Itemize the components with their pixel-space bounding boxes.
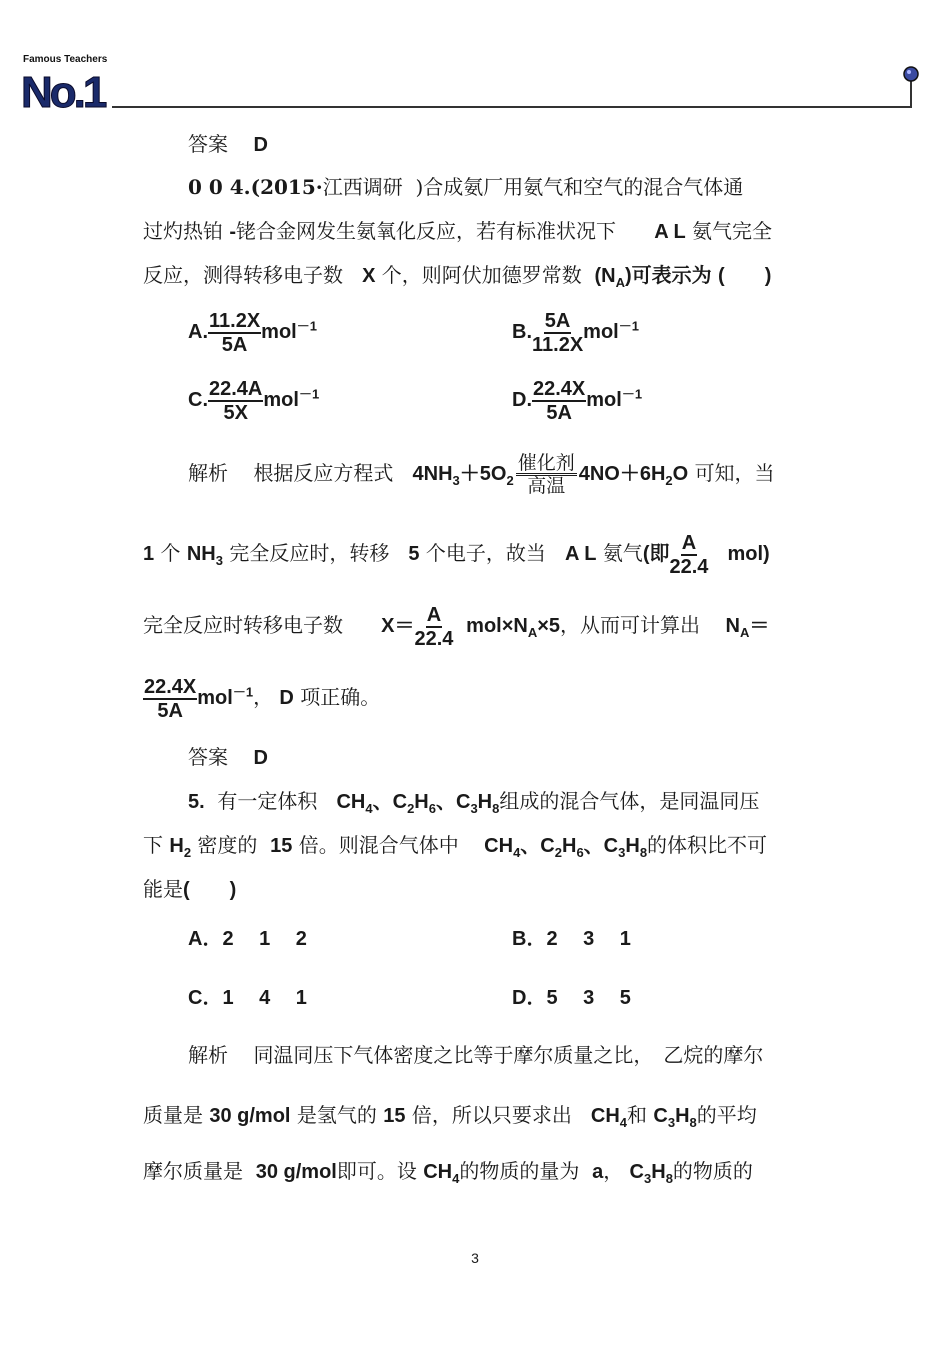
q5-analysis-line3: 摩尔质量是 30 g/mol即可。设 $CH_4$的物质的量为 a， $C_3H_8$的物质的 bbox=[143, 1159, 753, 1186]
q4-option-d: D. $\frac{22.4X}{5A}$ mol$^{-1}$ bbox=[512, 377, 643, 424]
logo-small-text: Famous Teachers bbox=[23, 54, 108, 65]
q5-option-c: C．1 4 1 bbox=[188, 987, 307, 1009]
logo-big-text: No.1 bbox=[21, 68, 105, 110]
q4-stem-line3: 反应，测得转移电子数 X 个，则阿伏加德罗常数 $(N_A)$可表示为 ( ) bbox=[143, 263, 772, 290]
q4-answer: 答案 D bbox=[188, 745, 268, 769]
reaction-condition: 催化剂 高温 bbox=[517, 452, 575, 497]
q4-analysis-line1: 解析 根据反应方程式 $4NH_3+5O_2$ 催化剂 高温 $4NO+6H_2O$ 可知，当 bbox=[188, 452, 775, 497]
pin-icon bbox=[900, 64, 922, 110]
q5-option-b: B．2 3 1 bbox=[512, 928, 631, 950]
q4-stem-line2: 过灼热铂 -铑合金网发生氨氧化反应，若有标准状况下 A L 氨气完全 bbox=[143, 219, 773, 243]
q5-stem-line2: 下 $H_2$ 密度的 15 倍。则混合气体中 $CH_4$、$C_2H_6$、$C_3H_8$的体积比不可 bbox=[143, 833, 768, 860]
q5-option-d: D．5 3 5 bbox=[512, 987, 631, 1009]
header-rule bbox=[112, 106, 912, 108]
q4-option-c: C. $\frac{22.4A}{5X}$ mol$^{-1}$ bbox=[188, 377, 320, 424]
q4-analysis-line2: 1 个 $NH_3$ 完全反应时，转移 5 个电子，故当 A L 氨气(即 $\frac{A}{22.4}$ mol) bbox=[143, 531, 770, 578]
famous-teachers-no1-logo bbox=[20, 50, 116, 110]
q5-stem-line3: 能是( ) bbox=[143, 877, 237, 901]
q5-stem-line1: 5. 有一定体积 $CH_4$、$C_2H_6$、$C_3H_8$组成的混合气体，是同温同压 bbox=[188, 789, 760, 816]
q5-option-a: A．2 1 2 bbox=[188, 928, 307, 950]
q4-stem-line1: 0 0 4.(2015·江西调研 )合成氨厂用氨气和空气的混合气体通 bbox=[188, 175, 744, 199]
q4-analysis-line4: $\frac{22.4X}{5A}$ mol$^{-1}$， D 项正确。 bbox=[144, 675, 381, 722]
q4-option-b: B. $\frac{5A}{11.2X}$ mol$^{-1}$ bbox=[512, 309, 639, 356]
q5-analysis-line1: 解析 同温同压下气体密度之比等于摩尔质量之比， 乙烷的摩尔 bbox=[188, 1043, 764, 1067]
q4-option-a: A. $\frac{11.2X}{5A}$ mol$^{-1}$ bbox=[188, 309, 317, 356]
q4-analysis-line3: 完全反应时转移电子数 X＝ $\frac{A}{22.4}$ $mol\times N_A\times 5$，从而可计算出 $N_A=$ bbox=[143, 603, 770, 650]
q5-analysis-line2: 质量是 30 g/mol 是氢气的 15 倍，所以只要求出 $CH_4$和 $C_3H_8$的平均 bbox=[143, 1103, 757, 1130]
page-number: 3 bbox=[471, 1250, 479, 1266]
prev-answer: 答案 D bbox=[188, 132, 268, 156]
